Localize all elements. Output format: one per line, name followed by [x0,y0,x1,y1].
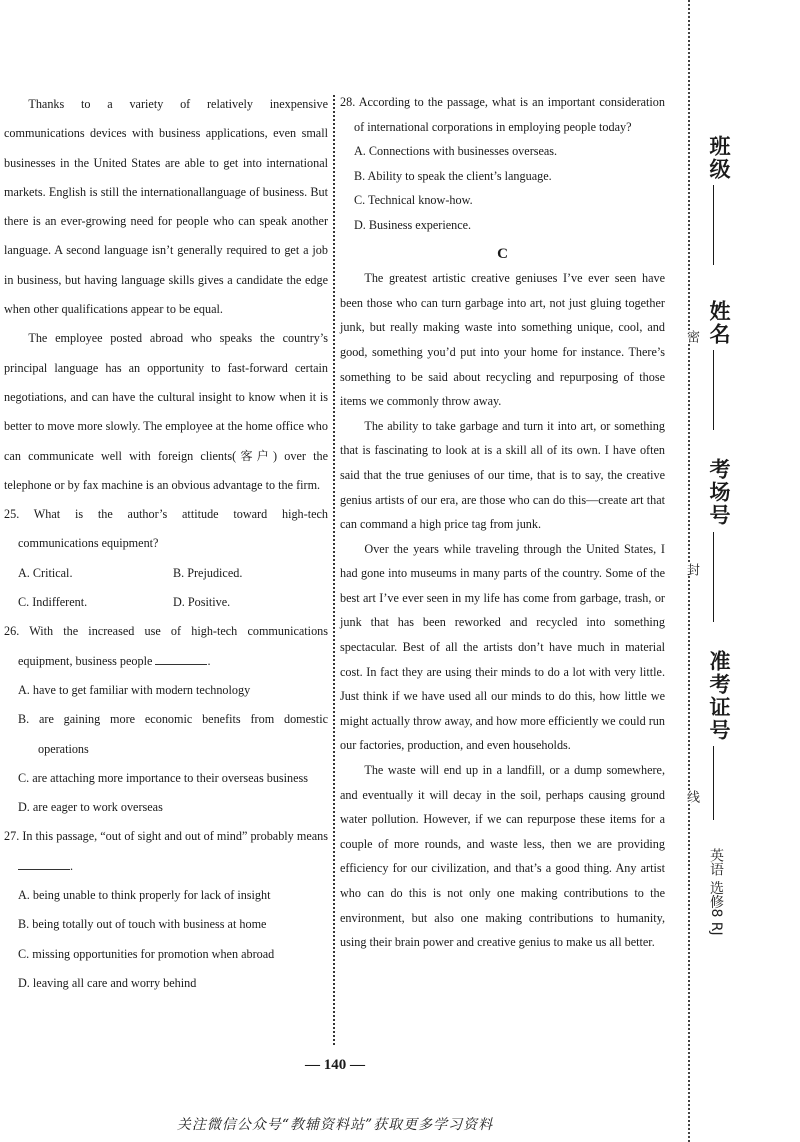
option-d: D. leaving all care and worry behind [18,975,197,990]
question-28 [340,90,665,238]
question-25 [4,500,328,617]
name-line [713,350,714,430]
exam-room-label: 考场号 [707,458,731,527]
option-d: D. Business experience. [354,217,472,232]
passage-c-paragraph: The waste will end up in a landfill, or a dump somewhere, and eventually it will decay in the soil, perhaps causing ground water pollution. However, if we can repurpose these items for a couple of more rounds, and waste less, then we are providing efficiency for our civilization, and that’s a good thing. Any artist who can do this is not only one making contributions to the environment, but also one making contributions to humanity, using their brain power and creative genius to make us all better. [340,763,665,950]
passage-b-paragraph: The employee posted abroad who speaks the country’s principal language has an opportunity to fast-forward certain negotiations, and can have the cultural insight to know when it is better to move more slowly. The employee at the home office who can communicate well with foreign clients(客户) over the telephone or by fax machine is an obvious advantage to the firm. [4,331,328,492]
binding-xian: 线 [684,790,699,803]
answer-blank [18,857,70,870]
question-26 [4,617,328,822]
answer-blank [155,651,207,664]
column-divider [333,95,335,1045]
left-column [4,90,328,998]
right-column [340,90,665,955]
question-stem: 25. What is the author’s attitude toward high-tech communications equipment? [4,507,328,551]
section-heading: C [497,245,508,262]
option-row [4,559,328,588]
admission-line [713,746,714,820]
question-27 [4,822,328,998]
option-c: C. Indifferent. [18,595,88,610]
question-stem: 27. In this passage, “out of sight and out of mind” probably means . [4,829,328,873]
option-a: A. Critical. [18,565,73,580]
name-label: 姓名 [707,300,731,346]
option-a: A. being unable to think properly for lack of insight [18,888,271,903]
option-c: C. Technical know-how. [354,193,473,208]
option-b: B. Ability to speak the client’s language. [354,168,552,183]
option-c: C. missing opportunities for promotion when abroad [18,946,275,961]
page-number: — 140 — [305,1057,365,1073]
exam-room-line [713,532,714,622]
question-stem: 28. According to the passage, what is an important consideration of international corporations in employing people today? [340,95,665,134]
subject-label: 英语 选修8 RJ [708,848,724,936]
option-c: C. are attaching more importance to their overseas business [18,770,309,785]
passage-b-paragraph: Thanks to a variety of relatively inexpensive communications devices with business applications, even small businesses in the United States are able to get into international markets. English is still the internationallanguage of business. But there is an ever-growing need for people who can speak another language. A second language isn’t generally required to get a job in business, but having language skills gives a candidate the edge when other qualifications appear to be equal. [4,97,328,317]
option-d: D. are eager to work overseas [18,800,163,815]
binding-feng: 封 [684,563,699,576]
admission-label: 准考证号 [707,650,731,742]
class-line [713,185,714,265]
option-b: B. being totally out of touch with business at home [18,917,267,932]
passage-c-paragraph: The ability to take garbage and turn it into art, or something that is fascinating to look at is a skill all of its own. I have often said that the true geniuses of our time, that is to say, the creative genius artists of our era, are those who can do this—create art that can command a high price tag from junk. [340,418,665,532]
option-b: B. are gaining more economic benefits from domestic operations [18,712,328,756]
footer-note: 关注微信公众号“教辅资料站”获取更多学习资料 [176,1117,494,1133]
option-d: D. Positive. [173,595,231,610]
binding-mi: 密 [684,330,699,343]
option-row [4,588,328,617]
option-b: B. Prejudiced. [173,565,243,580]
question-stem: 26. With the increased use of high-tech communications equipment, business people . [4,624,328,668]
class-label: 班级 [707,135,731,181]
passage-c-paragraph: Over the years while traveling through the United States, I had gone into museums in many parts of the country. Some of the best art I’ve ever seen in my life has come from garbage, trash, or junk that has been reworked and recycled into something spectacular. Best of all the artists don’t have much in material cost. In fact they are using their minds to do a lot with very little. Just think if we have used all our minds to do this, how little we might actually throw away, and how more efficiently we could run our factories, production, and even households. [340,541,665,753]
passage-c-paragraph: The greatest artistic creative geniuses I’ve ever seen have been those who can turn garbage into art, not just gluing together junk, but really making waste into something unique, cool, and good, something you’d put into your home for instance. There’s something to be said about recycling and repurposing of those items we commonly throw away. [340,271,665,409]
option-a: A. have to get familiar with modern technology [18,682,251,697]
option-a: A. Connections with businesses overseas. [354,144,558,159]
